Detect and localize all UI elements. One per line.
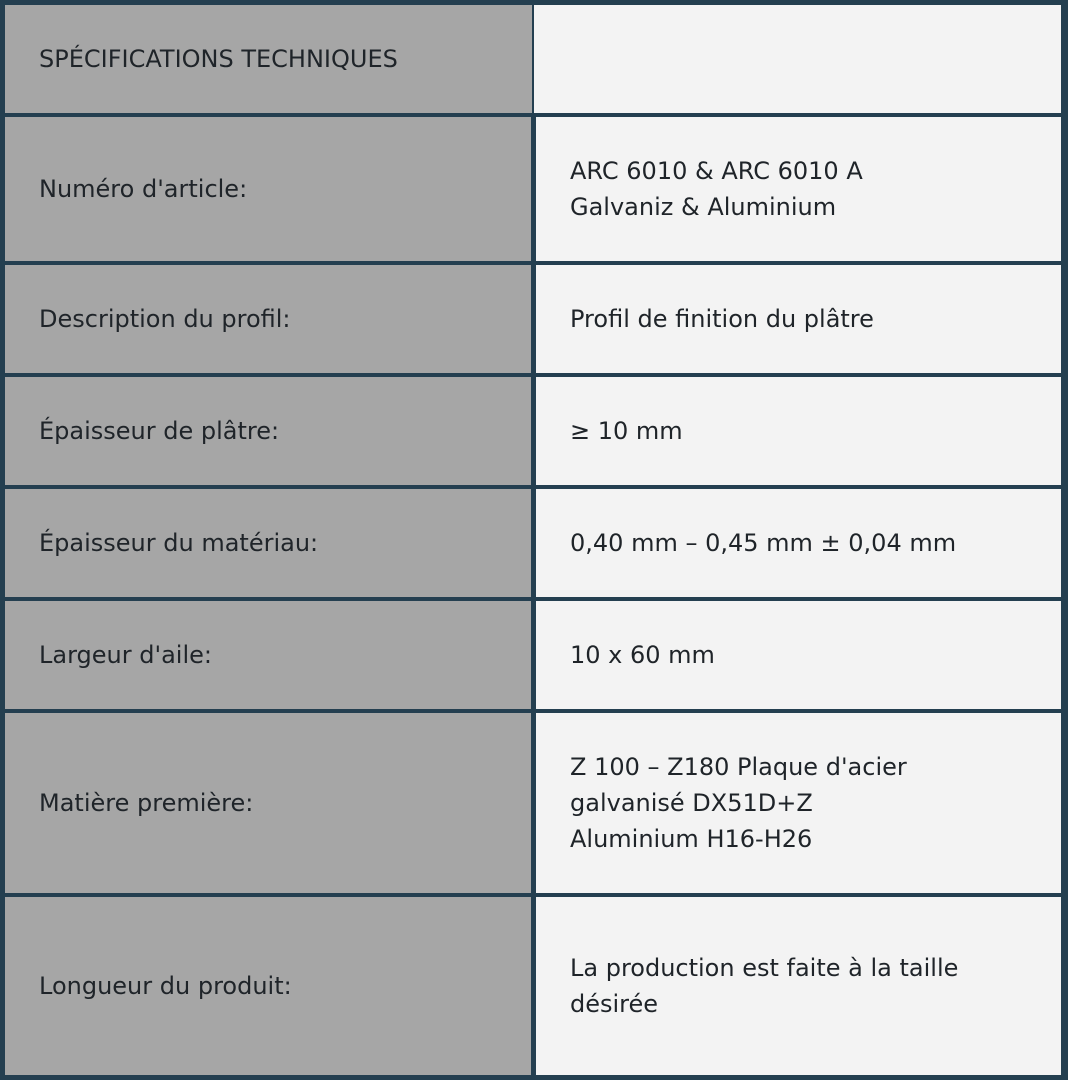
row-label (5, 713, 531, 893)
row-value-text: ≥ 10 mm (570, 417, 683, 445)
row-value (536, 117, 1061, 261)
row-label (5, 601, 531, 709)
row-value (536, 897, 1061, 1075)
row-label (5, 489, 531, 597)
row-label (5, 897, 531, 1075)
row-value-text: ARC 6010 & ARC 6010 A Galvaniz & Aluminium (570, 157, 863, 221)
row-value (536, 377, 1061, 485)
table-title (5, 5, 532, 113)
row-value-text: Profil de finition du plâtre (570, 305, 874, 333)
row-value (536, 601, 1061, 709)
row-value (536, 265, 1061, 373)
header-empty-cell (534, 5, 1061, 113)
row-label-text: Matière première: (39, 789, 254, 817)
row-label-text: Numéro d'article: (39, 175, 248, 203)
row-label-text: Épaisseur de plâtre: (39, 417, 280, 445)
row-label (5, 265, 531, 373)
row-label-text: Épaisseur du matériau: (39, 529, 319, 557)
row-value (536, 713, 1061, 893)
row-value-text: 10 x 60 mm (570, 641, 715, 669)
row-value (536, 489, 1061, 597)
row-value-text: 0,40 mm – 0,45 mm ± 0,04 mm (570, 529, 957, 557)
table-title-text: SPÉCIFICATIONS TECHNIQUES (39, 45, 398, 73)
row-label (5, 377, 531, 485)
row-value-text: Z 100 – Z180 Plaque d'acier galvanisé DX51D+Z Aluminium H16-H26 (570, 753, 907, 853)
row-label-text: Largeur d'aile: (39, 641, 212, 669)
row-label (5, 117, 531, 261)
row-value-text: La production est faite à la taille désirée (570, 954, 959, 1018)
row-label-text: Description du profil: (39, 305, 291, 333)
row-label-text: Longueur du produit: (39, 972, 292, 1000)
